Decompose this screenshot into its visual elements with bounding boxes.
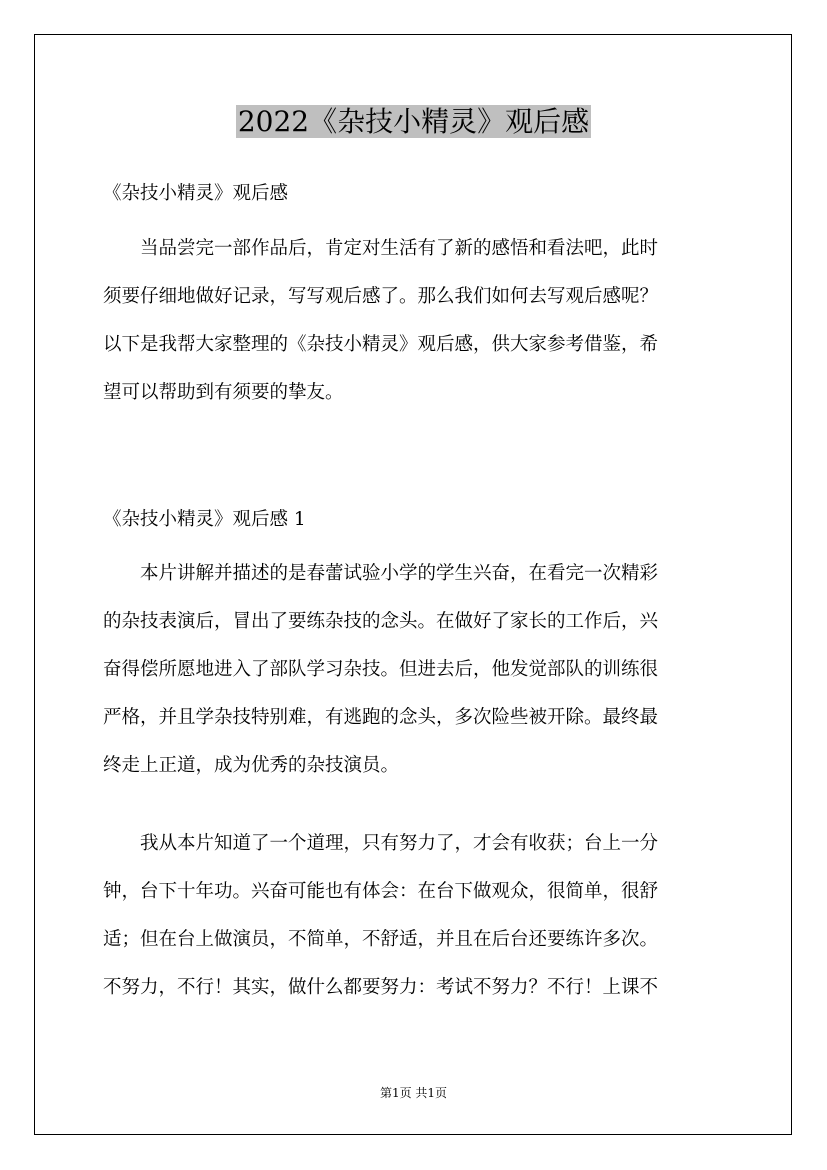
section1-para1-line: 奋得偿所愿地进入了部队学习杂技。但进去后，他发觉部队的训练很 [103,659,659,680]
section1-heading: 《杂技小精灵》观后感 1 [103,509,306,530]
section1-para1-line: 严格，并且学杂技特别难，有逃跑的念头，多次险些被开除。最终最 [103,707,659,728]
intro-paragraph [103,225,727,417]
intro-line: 望可以帮助到有须要的挚友。 [103,382,344,403]
section1-para2-line: 钟，台下十年功。兴奋可能也有体会：在台下做观众，很简单，很舒 [103,881,659,902]
document-title-text: 2022《杂技小精灵》观后感 [237,105,590,138]
intro-line: 以下是我帮大家整理的《杂技小精灵》观后感，供大家参考借鉴，希 [103,334,659,355]
intro-line: 须要仔细地做好记录，写写观后感了。那么我们如何去写观后感呢？ [103,286,659,307]
section1-para1-line: 的杂技表演后，冒出了要练杂技的念头。在做好了家长的工作后，兴 [103,611,659,632]
page-footer: 第1页 共1页 [379,1086,448,1100]
section1-paragraph-1 [103,550,727,790]
intro-heading: 《杂技小精灵》观后感 [103,183,289,204]
section1-para2-line: 适；但在台上做演员，不简单，不舒适，并且在后台还要练许多次。 [103,929,659,950]
section1-para1-line: 终走上正道，成为优秀的杂技演员。 [103,755,400,776]
section1-para1-line: 本片讲解并描述的是春蕾试验小学的学生兴奋，在看完一次精彩 [140,563,659,584]
section1-paragraph-2 [103,820,727,1012]
document-title [0,102,827,142]
section1-para2-line: 我从本片知道了一个道理，只有努力了，才会有收获；台上一分 [140,833,659,854]
intro-line: 当品尝完一部作品后，肯定对生活有了新的感悟和看法吧，此时 [140,238,659,259]
section1-para2-line: 不努力，不行！其实，做什么都要努力：考试不努力？不行！上课不 [103,977,659,998]
